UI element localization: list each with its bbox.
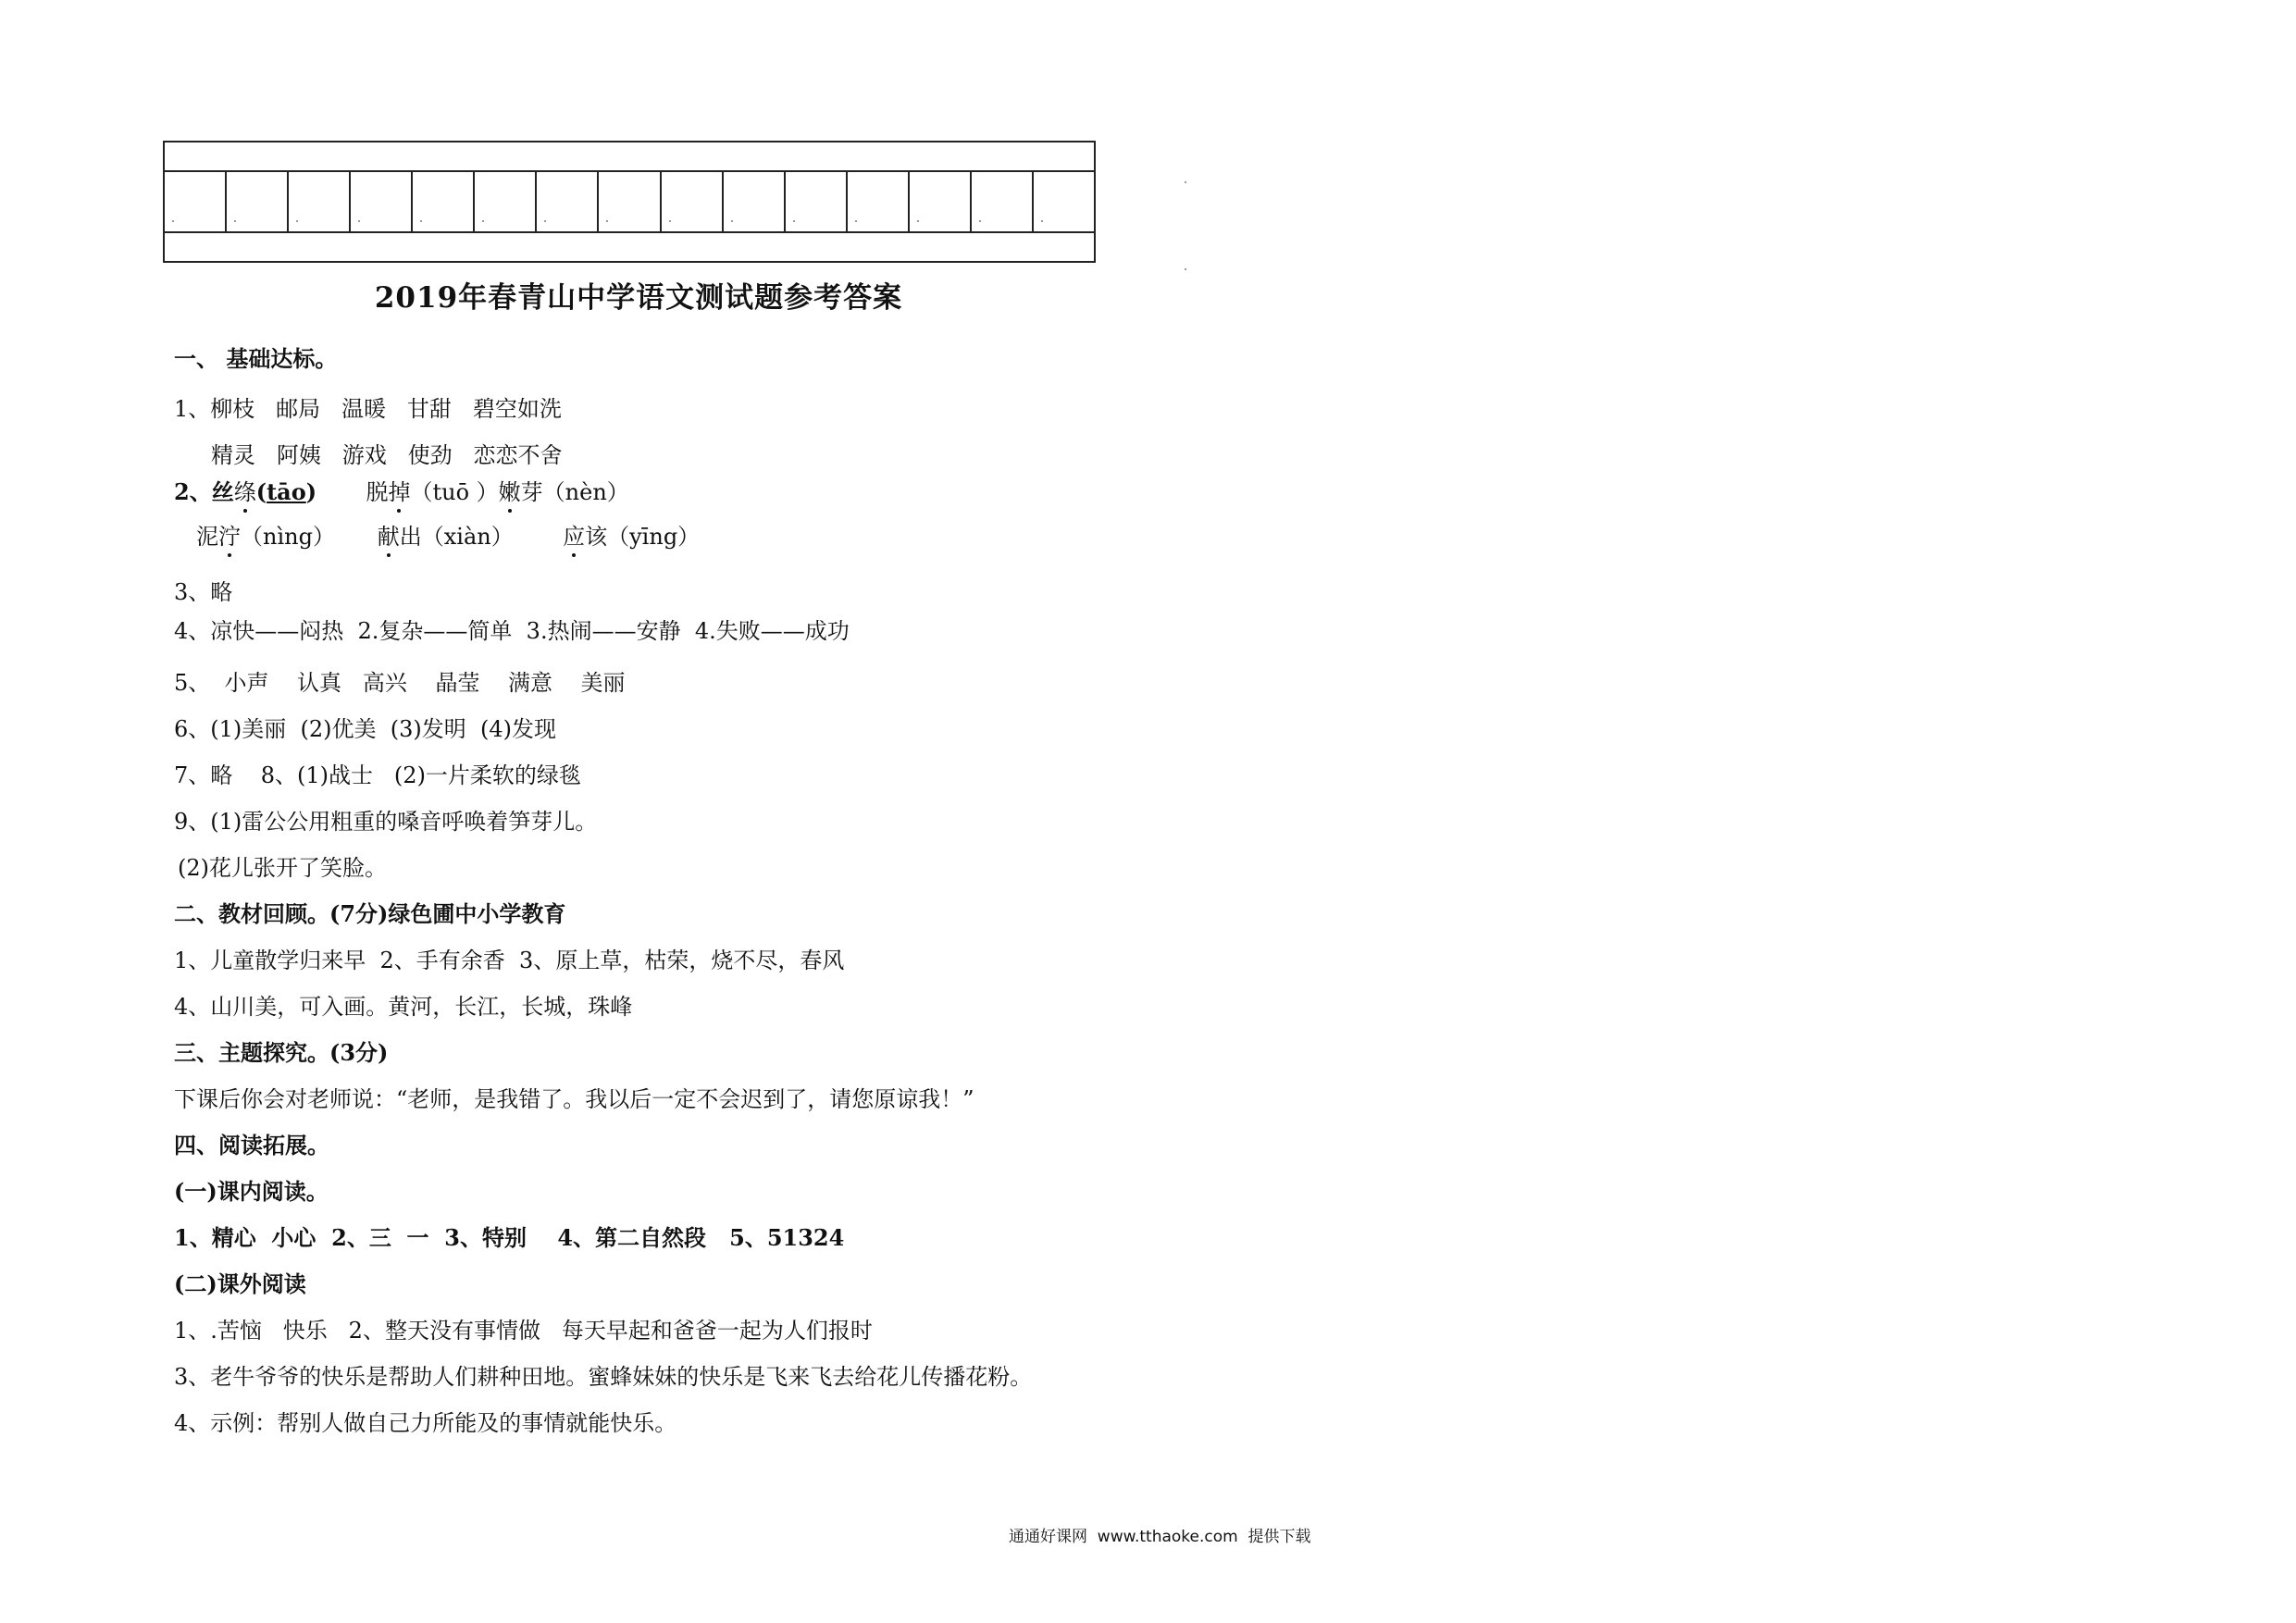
- q2b-word3-dotted-char: 应: [563, 524, 586, 550]
- grid-cell: [537, 172, 599, 231]
- grid-cell: [351, 172, 413, 231]
- answer-q3: 3、略: [174, 579, 233, 605]
- q2-word2-char: 脱: [366, 479, 389, 505]
- grid-cell: [910, 172, 972, 231]
- q2b-word1-dotted-char: 泞: [218, 524, 241, 550]
- grid-cell: [1034, 172, 1094, 231]
- grid-cell: [972, 172, 1034, 231]
- answer-q2-line2: [196, 526, 700, 548]
- q2b-word2-dotted-char: 献: [377, 524, 400, 550]
- answer-s4b-2: 3、老牛爷爷的快乐是帮助人们耕种田地。蜜蜂妹妹的快乐是飞来飞去给花儿传播花粉。: [174, 1364, 1033, 1390]
- q2-word2-dotted-char: 掉: [388, 479, 411, 505]
- grid-cell: [724, 172, 786, 231]
- header-grid-box: [163, 141, 1096, 263]
- grid-cell: [413, 172, 475, 231]
- q2b-word1-pinyin: （nìng）: [241, 524, 335, 550]
- q2-word1-pinyin-open: (: [255, 478, 267, 505]
- answer-s4b-1: 1、.苦恼 快乐 2、整天没有事情做 每天早起和爸爸一起为人们报时: [174, 1318, 873, 1344]
- q2b-word2-char: 出: [399, 524, 422, 550]
- section-4a-heading: (一)课内阅读。: [174, 1178, 329, 1205]
- q2-word3-dotted-char: 嫩: [498, 479, 521, 505]
- answer-q1-line1: 1、柳枝 邮局 温暖 甘甜 碧空如洗: [174, 396, 562, 422]
- q2b-word3-pinyin: （yīng）: [607, 524, 701, 550]
- answer-q7-q8: 7、略 8、(1)战士 (2)一片柔软的绿毯: [174, 762, 581, 788]
- q2-word2-pinyin: （tuō ）: [410, 479, 499, 505]
- q2-word1-pinyin-close: ): [305, 478, 317, 505]
- grid-cell: [786, 172, 848, 231]
- header-grid-top-row: [165, 142, 1094, 172]
- answer-q9-2: (2)花儿张开了笑脸。: [178, 855, 387, 881]
- footer-source-text: 通通好课网 www.tthaoke.com 提供下载: [1009, 1528, 1311, 1546]
- q2-word1-pinyin: tāo: [267, 478, 306, 505]
- answer-s2-1: 1、儿童散学归来早 2、手有余香 3、原上草，枯荣，烧不尽，春风: [174, 948, 845, 973]
- grid-cell: [848, 172, 910, 231]
- header-grid-cell-row: [165, 172, 1094, 233]
- answer-s3-1: 下课后你会对老师说：“老师，是我错了。我以后一定不会迟到了，请您原谅我！”: [174, 1086, 974, 1112]
- section-2-heading: 二、教材回顾。(7分)绿色圃中小学教育: [174, 900, 566, 927]
- answer-q6: 6、(1)美丽 (2)优美 (3)发明 (4)发现: [174, 716, 557, 742]
- section-4b-heading: (二)课外阅读: [174, 1270, 306, 1297]
- answer-q1-line2: 精灵 阿姨 游戏 使劲 恋恋不舍: [211, 442, 563, 468]
- answer-q9-1: 9、(1)雷公公用粗重的嗓音呼唤着笋芽儿。: [174, 809, 598, 835]
- grid-cell: [227, 172, 289, 231]
- answer-s2-2: 4、山川美，可入画。黄河，长江，长城，珠峰: [174, 994, 633, 1020]
- section-1-heading: 一、 基础达标。: [174, 345, 338, 372]
- q2-prefix: 2、丝: [174, 478, 234, 505]
- section-3-heading: 三、主题探究。(3分): [174, 1039, 389, 1066]
- grid-cell: [599, 172, 661, 231]
- answer-q2-line1: [174, 478, 629, 505]
- q2b-word2-pinyin: （xiàn）: [421, 524, 514, 550]
- grid-cell: [289, 172, 351, 231]
- grid-cell: [662, 172, 724, 231]
- margin-dot: [1185, 181, 1186, 183]
- q2-word3-pinyin: （nèn）: [542, 479, 629, 505]
- answer-s4a-1: 1、精心 小心 2、三 一 3、特别 4、第二自然段 5、51324: [174, 1224, 845, 1251]
- q2b-word3-char: 该: [585, 524, 608, 550]
- answer-q5: 5、 小声 认真 高兴 晶莹 满意 美丽: [174, 670, 626, 696]
- page-title: 2019年春青山中学语文测试题参考答案: [374, 281, 903, 315]
- q2-word3-char: 芽: [520, 479, 543, 505]
- grid-cell: [475, 172, 537, 231]
- margin-dot: [1185, 268, 1186, 270]
- q2b-word1-char: 泥: [196, 524, 218, 550]
- answer-q4: 4、凉快——闷热 2.复杂——简单 3.热闹——安静 4.失败——成功: [174, 618, 850, 644]
- section-4-heading: 四、阅读拓展。: [174, 1132, 329, 1158]
- q2-word1-dotted-char: 绦: [233, 479, 256, 505]
- grid-cell: [165, 172, 227, 231]
- answer-s4b-3: 4、示例：帮别人做自己力所能及的事情就能快乐。: [174, 1410, 677, 1436]
